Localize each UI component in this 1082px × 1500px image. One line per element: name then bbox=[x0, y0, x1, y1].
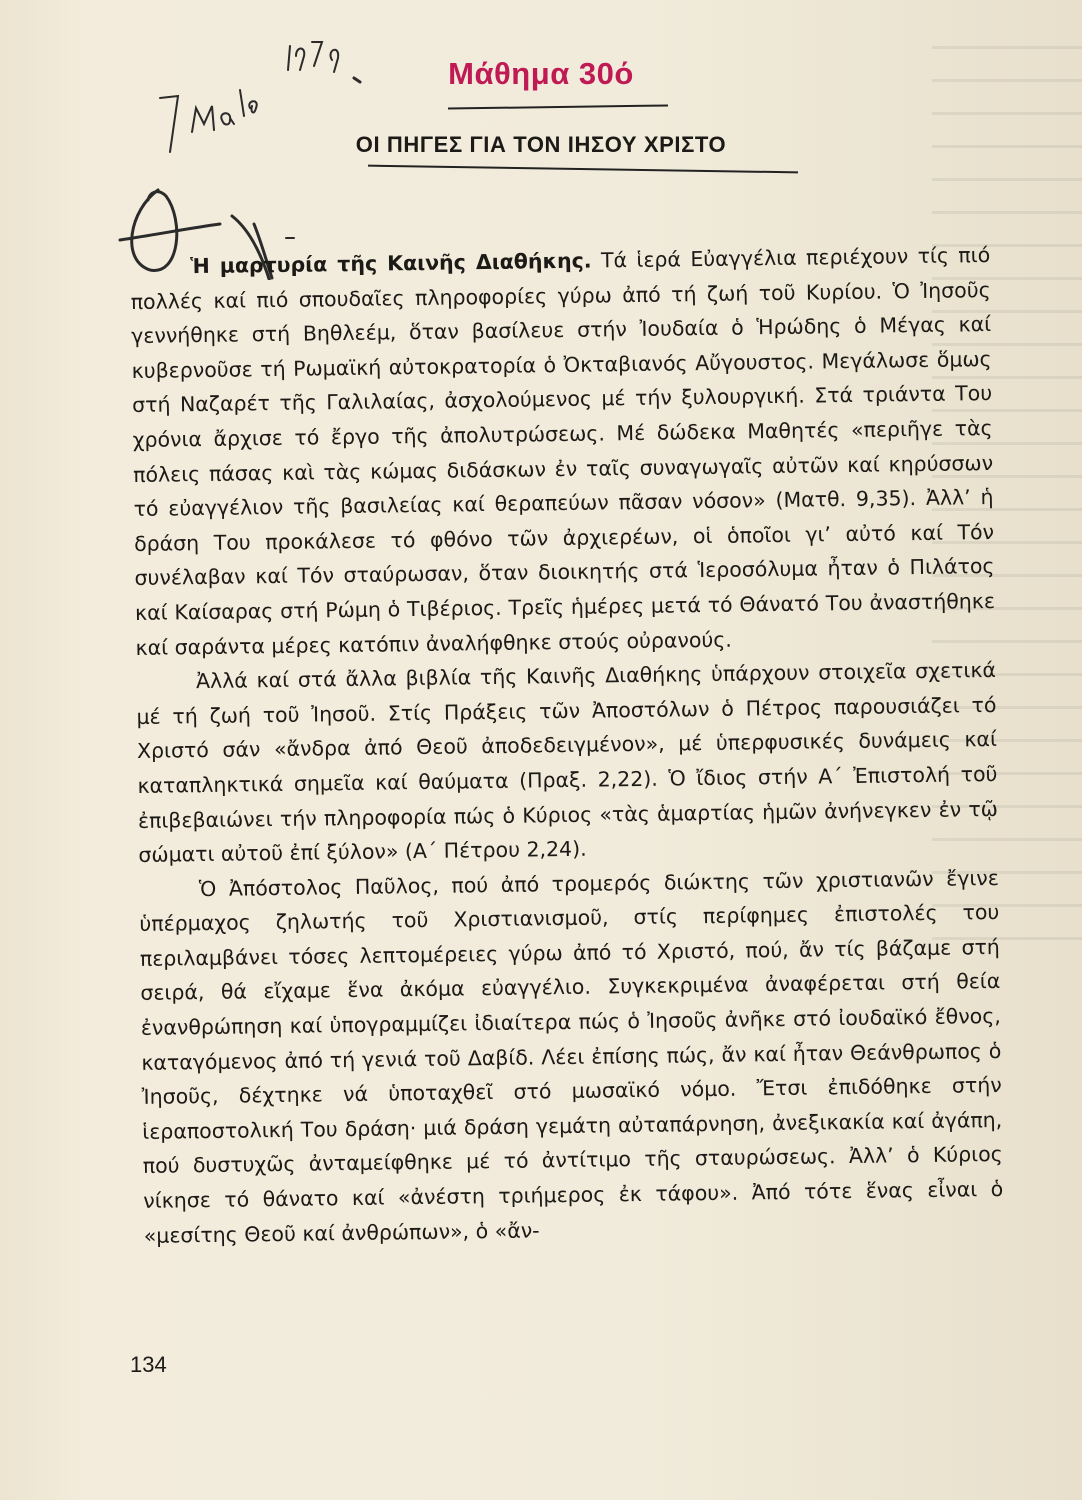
paragraph-1 bbox=[130, 238, 996, 665]
lesson-label: Μάθημα 30ό bbox=[448, 56, 634, 91]
paragraph-1-text: Τά ἱερά Εὐαγγέλια περιέχουν τίς πιό πολλές καί πιό σπουδαῖες πληροφορίες γύρω ἀπό τή ζωή τοῦ Κυρίου. Ὁ Ἰησοῦς γεννήθηκε στή Βηθλεέμ, ὅταν βασίλευε στήν Ἰουδαία ὁ Ἡρώδης ὁ Μέγας καί κυβερνοῦσε τή Ρωμαϊκή αὐτοκρατορία ὁ Ὀκταβιανός Αὔγουστος. Μεγάλωσε ὅμως στή Ναζαρέτ τῆς Γαλιλαίας, ἀσχολούμενος μέ τήν ξυλουργική. Στά τριάντα Του χρόνια ἄρχισε τό ἔργο τῆς ἀπολυτρώσεως. Μέ δώδεκα Μαθητές «περιῆγε τὰς πόλεις πάσας καὶ τὰς κώμας διδάσκων ἐν ταῖς συναγωγαῖς αὐτῶν καί κηρύσσων τό εὐαγγέλιον τῆς βασιλείας καί θεραπεύων πᾶσαν νόσον» (Ματθ. 9,35). Ἀλλ’ ἡ δράση Του προκάλεσε τό φθόνο τῶν ἀρχιερέων, οἱ ὁποῖοι γι’ αὐτό καί Τόν συνέλαβαν καί Τόν σταύρωσαν, ὅταν διοικητής στά Ἱεροσόλυμα ἦταν ὁ Πιλάτος καί Καίσαρας στή Ρώμη ὁ Τιβέριος. Τρεῖς ἡμέρες μετά τό Θάνατό Του ἀναστήθηκε καί σαράντα μέρες κατόπιν ἀναλήφθηκε στούς οὐρανούς. bbox=[130, 242, 996, 660]
page-number: 134 bbox=[130, 1352, 167, 1377]
paragraph-2: Ἀλλά καί στά ἄλλα βιβλία τῆς Καινῆς Διαθήκης ὑπάρχουν στοιχεῖα σχετικά μέ τή ζωή τοῦ Ἰησοῦ. Στίς Πράξεις τῶν Ἀποστόλων ὁ Πέτρος παρουσιάζει τό Χριστό σάν «ἄνδρα ἀπό Θεοῦ ἀποδεδειγμένον», μέ ὑπερφυσικές δυνάμεις καί καταπληκτικά σημεῖα καί θαύματα (Πραξ. 2,22). Ὁ ἴδιος στήν Α΄ Ἐπιστολή τοῦ ἐπιβεβαιώνει τήν πληροφορία πώς ὁ Κύριος «τὰς ἁμαρτίας ἡμῶν ἀνήνεγκεν ἐν τῷ σώματι αὐτοῦ ἐπί ξύλον» (Α΄ Πέτρου 2,24). bbox=[136, 658, 999, 868]
section-heading: Ἡ μαρτυρία τῆς Καινῆς Διαθήκης. bbox=[190, 248, 592, 279]
divider-rule bbox=[448, 104, 668, 109]
body-text bbox=[130, 238, 1004, 1253]
page-title: ΟΙ ΠΗΓΕΣ ΓΙΑ ΤΟΝ ΙΗΣΟΥ ΧΡΙΣΤΟ bbox=[355, 132, 727, 157]
title-underline bbox=[368, 165, 798, 174]
paragraph-3: Ὁ Ἀπόστολος Παῦλος, πού ἀπό τρομερός διώκτης τῶν χριστιανῶν ἔγινε ὑπέρμαχος ζηλωτής τοῦ Χριστιανισμοῦ, στίς περίφημες ἐπιστολές του περιλαμβάνει τόσες λεπτομέρειες γύρω ἀπό τό Χριστό, πού, ἄν τίς βάζαμε στή σειρά, θά εἴχαμε ἕνα ἀκόμα εὐαγγέλιο. Συγκεκριμένα ἀναφέρεται στή θεία ἐνανθρώπηση καί ὑπογραμμίζει ἰδιαίτερα πώς ὁ Ἰησοῦς ἀνῆκε στό ἰουδαϊκό ἔθνος, καταγόμενος ἀπό τή γενιά τοῦ Δαβίδ. Λέει ἐπίσης πώς, ἄν καί ἦταν Θεάνθρωπος ὁ Ἰησοῦς, δέχτηκε νά ὑποταχθεῖ στό μωσαϊκό νόμο. Ἔτσι ἐπιδόθηκε στήν ἱεραποστολική Του δράση· μιά δράση γεμάτη αὐταπάρνηση, ἀνεξικακία καί ἀγάπη, πού δυστυχῶς ἀνταμείφθηκε μέ τό ἀντίτιμο τῆς σταυρώσεως. Ἀλλ’ ὁ Κύριος νίκησε τό θάνατο καί «ἀνέστη τριήμερος ἐκ τάφου». Ἀπό τότε ἕνας εἶναι ὁ «μεσίτης Θεοῦ καί ἀνθρώπων», ὁ «ἄν- bbox=[139, 865, 1004, 1248]
